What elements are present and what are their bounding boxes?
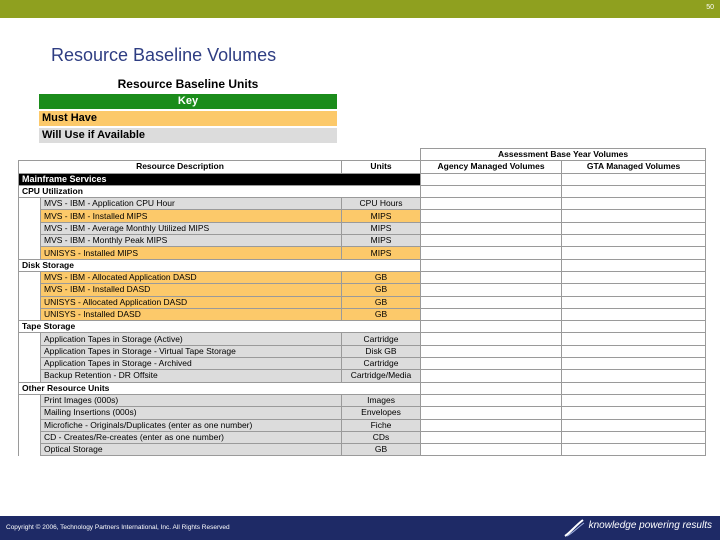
indent-cell	[19, 235, 41, 247]
gta-volume-cell[interactable]	[562, 345, 706, 357]
resource-description: Application Tapes in Storage - Archived	[41, 358, 342, 370]
gta-volume-cell[interactable]	[562, 247, 706, 259]
gta-volume-cell[interactable]	[562, 235, 706, 247]
indent-cell	[19, 431, 41, 443]
swoosh-logo-icon	[563, 518, 585, 538]
agency-volume-cell[interactable]	[421, 370, 562, 382]
col-agency-managed: Agency Managed Volumes	[421, 161, 562, 173]
resource-description: UNISYS - Allocated Application DASD	[41, 296, 342, 308]
agency-volume-cell[interactable]	[421, 345, 562, 357]
gta-volume-cell[interactable]	[562, 284, 706, 296]
agency-volume-cell[interactable]	[421, 419, 562, 431]
resource-unit: Cartridge	[342, 358, 421, 370]
resource-unit: MIPS	[342, 235, 421, 247]
indent-cell	[19, 271, 41, 283]
resource-unit: Cartridge	[342, 333, 421, 345]
table-row	[19, 247, 706, 259]
indent-cell	[19, 333, 41, 345]
indent-cell	[19, 210, 41, 222]
gta-volume-cell[interactable]	[562, 407, 706, 419]
tagline-text: knowledge powering results	[588, 520, 712, 531]
table-row	[19, 296, 706, 308]
resource-description: MVS - IBM - Average Monthly Utilized MIPS	[41, 222, 342, 234]
col-units: Units	[342, 161, 421, 173]
agency-volume-cell[interactable]	[421, 407, 562, 419]
gta-volume-cell[interactable]	[562, 210, 706, 222]
indent-cell	[19, 444, 41, 456]
agency-volume-cell[interactable]	[421, 247, 562, 259]
key-row-key: Key	[39, 94, 337, 109]
resource-unit: GB	[342, 271, 421, 283]
resource-unit: GB	[342, 308, 421, 320]
resource-description: MVS - IBM - Monthly Peak MIPS	[41, 235, 342, 247]
resource-unit: GB	[342, 284, 421, 296]
resource-unit: MIPS	[342, 247, 421, 259]
resource-description: Print Images (000s)	[41, 394, 342, 406]
volume-cell[interactable]	[562, 259, 706, 271]
table-row	[19, 358, 706, 370]
key-legend	[39, 77, 337, 145]
gta-volume-cell[interactable]	[562, 358, 706, 370]
gta-volume-cell[interactable]	[562, 271, 706, 283]
agency-volume-cell[interactable]	[421, 308, 562, 320]
resource-unit: GB	[342, 296, 421, 308]
volume-cell[interactable]	[562, 321, 706, 333]
volume-cell[interactable]	[562, 185, 706, 197]
footer-bar	[0, 516, 720, 540]
indent-cell	[19, 419, 41, 431]
resource-description: UNISYS - Installed DASD	[41, 308, 342, 320]
resource-description: Application Tapes in Storage - Virtual Tape Storage	[41, 345, 342, 357]
gta-volume-cell[interactable]	[562, 333, 706, 345]
group-header-row	[19, 382, 706, 394]
agency-volume-cell[interactable]	[421, 333, 562, 345]
indent-cell	[19, 198, 41, 210]
indent-cell	[19, 222, 41, 234]
volume-cell[interactable]	[421, 382, 562, 394]
agency-volume-cell[interactable]	[421, 431, 562, 443]
resource-unit: CDs	[342, 431, 421, 443]
table-row	[19, 198, 706, 210]
agency-volume-cell[interactable]	[421, 284, 562, 296]
resource-baseline-table	[18, 148, 706, 456]
indent-cell	[19, 407, 41, 419]
gta-volume-cell[interactable]	[562, 444, 706, 456]
agency-volume-cell[interactable]	[421, 235, 562, 247]
indent-cell	[19, 284, 41, 296]
gta-volume-cell[interactable]	[562, 431, 706, 443]
agency-volume-cell[interactable]	[421, 222, 562, 234]
top-bar	[0, 0, 720, 18]
resource-description: MVS - IBM - Installed DASD	[41, 284, 342, 296]
resource-unit: Images	[342, 394, 421, 406]
indent-cell	[19, 394, 41, 406]
table-row	[19, 210, 706, 222]
section-mainframe-services: Mainframe Services	[19, 173, 421, 185]
group-name: Other Resource Units	[19, 382, 421, 394]
table-row	[19, 271, 706, 283]
table-row	[19, 308, 706, 320]
resource-description: CD - Creates/Re-creates (enter as one number)	[41, 431, 342, 443]
indent-cell	[19, 308, 41, 320]
agency-volume-cell[interactable]	[421, 394, 562, 406]
gta-volume-cell[interactable]	[562, 394, 706, 406]
table-row	[19, 284, 706, 296]
resource-unit: Envelopes	[342, 407, 421, 419]
resource-unit: MIPS	[342, 222, 421, 234]
resource-unit: GB	[342, 444, 421, 456]
indent-cell	[19, 370, 41, 382]
resource-unit: Cartridge/Media	[342, 370, 421, 382]
resource-description: MVS - IBM - Application CPU Hour	[41, 198, 342, 210]
agency-volume-cell[interactable]	[421, 210, 562, 222]
resource-description: Microfiche - Originals/Duplicates (enter as one number)	[41, 419, 342, 431]
slide-title: Resource Baseline Volumes	[51, 45, 277, 65]
volume-cell[interactable]	[421, 321, 562, 333]
table-row	[19, 370, 706, 382]
gta-volume-cell[interactable]	[562, 308, 706, 320]
group-header-row	[19, 321, 706, 333]
resource-description: Application Tapes in Storage (Active)	[41, 333, 342, 345]
gta-volume-cell[interactable]	[562, 296, 706, 308]
table-row	[19, 235, 706, 247]
copyright-text: Copyright © 2006, Technology Partners International, Inc. All Rights Reserved	[6, 524, 230, 531]
resource-description: MVS - IBM - Installed MIPS	[41, 210, 342, 222]
group-header-row	[19, 185, 706, 197]
resource-description: Backup Retention - DR Offsite	[41, 370, 342, 382]
col-gta-managed: GTA Managed Volumes	[562, 161, 706, 173]
gta-volume-cell[interactable]	[562, 419, 706, 431]
table-row	[19, 444, 706, 456]
resource-description: Optical Storage	[41, 444, 342, 456]
table-row	[19, 407, 706, 419]
resource-unit: CPU Hours	[342, 198, 421, 210]
gta-volume-cell[interactable]	[562, 370, 706, 382]
resource-description: Mailing Insertions (000s)	[41, 407, 342, 419]
gta-volume-cell[interactable]	[562, 198, 706, 210]
volume-cell[interactable]	[562, 382, 706, 394]
group-name: CPU Utilization	[19, 185, 421, 197]
gta-volume-cell[interactable]	[562, 222, 706, 234]
group-name: Tape Storage	[19, 321, 421, 333]
resource-unit: Fiche	[342, 419, 421, 431]
indent-cell	[19, 358, 41, 370]
agency-volume-cell[interactable]	[421, 444, 562, 456]
indent-cell	[19, 247, 41, 259]
group-name: Disk Storage	[19, 259, 421, 271]
table-row	[19, 222, 706, 234]
key-heading: Resource Baseline Units	[117, 77, 259, 91]
table-row	[19, 394, 706, 406]
key-row-must-have: Must Have	[39, 111, 337, 126]
table-row	[19, 345, 706, 357]
resource-description: UNISYS - Installed MIPS	[41, 247, 342, 259]
resource-description: MVS - IBM - Allocated Application DASD	[41, 271, 342, 283]
indent-cell	[19, 345, 41, 357]
agency-volume-cell[interactable]	[421, 198, 562, 210]
col-resource-description: Resource Description	[19, 161, 342, 173]
table-row	[19, 419, 706, 431]
page-number: 50	[706, 4, 714, 11]
indent-cell	[19, 296, 41, 308]
resource-unit: MIPS	[342, 210, 421, 222]
volume-cell[interactable]	[421, 185, 562, 197]
resource-unit: Disk GB	[342, 345, 421, 357]
key-row-will-use: Will Use if Available	[39, 128, 337, 143]
assessment-heading: Assessment Base Year Volumes	[421, 149, 706, 161]
agency-volume-cell[interactable]	[421, 296, 562, 308]
volume-cell[interactable]	[421, 259, 562, 271]
table-row	[19, 431, 706, 443]
table-row	[19, 333, 706, 345]
agency-volume-cell[interactable]	[421, 358, 562, 370]
agency-volume-cell[interactable]	[421, 271, 562, 283]
group-header-row	[19, 259, 706, 271]
